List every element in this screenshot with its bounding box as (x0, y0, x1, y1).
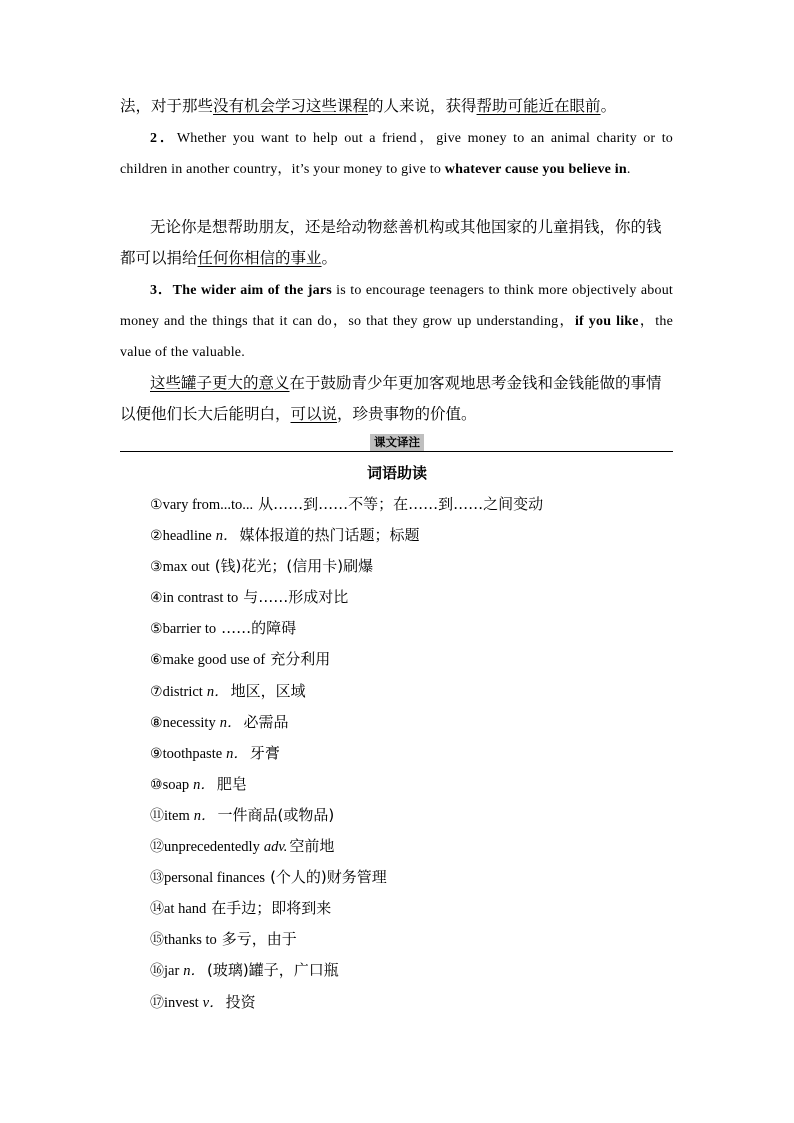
bold-phrase: whatever cause you believe in (444, 162, 627, 177)
section-label (0, 434, 794, 451)
vocab-definition: 一件商品(或物品) (217, 805, 335, 824)
vocab-number: ⑫ (150, 839, 164, 856)
section-divider (120, 451, 673, 452)
text-span: 在于鼓励青少年更加客观地思考金钱和金钱能做的事情以便他们长大后能明白， (120, 374, 662, 423)
vocab-item (150, 489, 670, 520)
text-span: 法，对于那些 (120, 97, 214, 115)
vocab-number: ⑦ (150, 683, 163, 700)
vocab-term: headline (162, 528, 212, 545)
vocab-definition: 必需品 (243, 712, 289, 731)
vocab-pos: n． (183, 963, 206, 980)
text-span: 。 (321, 249, 338, 267)
text-span: 无论你是想帮助朋友，还是给动物慈善机构或其他国家的儿童捐钱，你的钱都可以捐给 (120, 218, 662, 267)
vocab-definition: (钱)花光；(信用卡)刷爆 (214, 557, 374, 576)
vocab-pos: adv. (263, 839, 288, 856)
vocab-term: thanks to (164, 932, 217, 949)
vocab-term: vary from...to... (162, 497, 254, 513)
vocab-pos: n． (219, 714, 242, 731)
text-span: ，the value of the valuable. (120, 314, 673, 360)
vocab-item (150, 831, 670, 862)
vocab-item (150, 551, 670, 582)
vocab-term: invest (164, 994, 199, 1011)
vocab-number: ⑮ (150, 932, 164, 949)
vocab-list (150, 489, 670, 1018)
vocab-definition: (个人的)财务管理 (270, 868, 387, 887)
vocab-number: ⑧ (150, 714, 163, 731)
vocab-term: barrier to (162, 621, 217, 638)
vocab-definition: 肥皂 (216, 774, 247, 793)
vocab-definition: 媒体报道的热门话题；标题 (239, 526, 420, 545)
vocab-number: ⑰ (150, 994, 164, 1011)
translation-paragraph-1 (120, 91, 673, 122)
vocab-definition: 牙膏 (249, 743, 280, 762)
vocab-item (150, 738, 670, 769)
underlined-phrase: 帮助可能近在眼前 (476, 97, 601, 115)
vocab-number: ② (150, 528, 163, 545)
vocab-item (150, 893, 670, 924)
vocab-term: district (162, 683, 203, 700)
sentence-number: 2． (150, 131, 177, 146)
vocab-pos: n． (226, 745, 248, 762)
vocab-number: ⑥ (150, 652, 163, 669)
vocab-pos: n． (193, 776, 215, 793)
sentence-2-english (120, 123, 673, 185)
vocab-number: ⑬ (150, 870, 164, 887)
vocab-item (150, 987, 670, 1018)
vocab-item (150, 955, 670, 986)
text-span: Whether you want to help out a friend，give money to an animal charity or to children in another country，it’s your money to give to (120, 131, 673, 177)
vocab-definition: 从……到……不等；在……到……之间变动 (258, 495, 544, 513)
vocab-item (150, 644, 670, 675)
vocab-pos: n． (193, 807, 216, 824)
vocab-term: make good use of (162, 652, 266, 669)
vocab-item (150, 924, 670, 955)
text-span: 。 (600, 97, 617, 115)
vocab-definition: 空前地 (289, 837, 335, 856)
vocab-item (150, 613, 670, 644)
vocab-item (150, 707, 670, 738)
vocab-number: ⑭ (150, 901, 164, 918)
underlined-phrase: 没有机会学习这些课程 (213, 97, 369, 115)
underlined-phrase: 可以说 (290, 405, 338, 423)
text-span: is to encourage teenagers to think more objectively about money and the things that it can do，so that they grow up understanding， (120, 283, 673, 329)
vocab-item (150, 582, 670, 613)
underlined-phrase: 这些罐子更大的意义 (150, 374, 290, 392)
vocab-pos: n． (206, 683, 229, 700)
sentence-3-chinese (120, 368, 673, 430)
vocab-item (150, 862, 670, 893)
vocab-number: ③ (150, 559, 163, 576)
vocab-term: at hand (164, 901, 207, 918)
text-span: . (626, 162, 631, 177)
bold-phrase: The wider aim of the jars (172, 283, 332, 298)
vocab-number: ⑤ (150, 621, 163, 638)
vocab-number: ⑯ (150, 963, 164, 980)
vocab-definition: 与……形成对比 (243, 588, 349, 607)
vocab-term: toothpaste (162, 745, 223, 762)
sentence-3-english (120, 275, 673, 368)
vocab-definition: 投资 (225, 992, 256, 1011)
vocab-term: in contrast to (162, 590, 239, 607)
vocab-term: item (164, 807, 190, 824)
vocab-title: 词语助读 (366, 464, 427, 482)
vocab-definition: (玻璃)罐子，广口瓶 (207, 961, 339, 980)
vocab-definition: 在手边；即将到来 (211, 899, 332, 918)
vocab-term: jar (164, 963, 180, 980)
vocab-term: personal finances (164, 870, 266, 887)
vocab-definition: 地区，区域 (230, 681, 306, 700)
vocab-item (150, 676, 670, 707)
vocab-item (150, 800, 670, 831)
vocab-number: ④ (150, 590, 163, 607)
vocab-number: ① (150, 497, 163, 513)
vocab-number: ⑨ (150, 745, 163, 762)
vocab-pos: v． (202, 994, 224, 1011)
vocab-definition: 多亏，由于 (221, 930, 297, 949)
section-label-text: 课文译注 (370, 434, 424, 451)
vocab-number: ⑩ (150, 776, 163, 793)
bold-phrase: if you like (574, 314, 639, 329)
vocab-item (150, 520, 670, 551)
vocab-term: necessity (162, 714, 216, 731)
vocab-pos: n． (215, 528, 238, 545)
vocab-definition: ……的障碍 (221, 619, 297, 638)
vocab-item (150, 769, 670, 800)
text-span: 的人来说，获得 (368, 97, 477, 115)
sentence-2-chinese (120, 212, 673, 274)
vocab-term: unprecedentedly (164, 839, 260, 856)
sentence-number: 3． (150, 283, 173, 298)
vocab-term: soap (162, 776, 190, 793)
vocab-term: max out (162, 559, 210, 576)
vocab-number: ⑪ (150, 807, 164, 824)
text-span: ，珍贵事物的价值。 (337, 405, 477, 423)
vocab-definition: 充分利用 (270, 650, 331, 669)
underlined-phrase: 任何你相信的事业 (197, 249, 322, 267)
